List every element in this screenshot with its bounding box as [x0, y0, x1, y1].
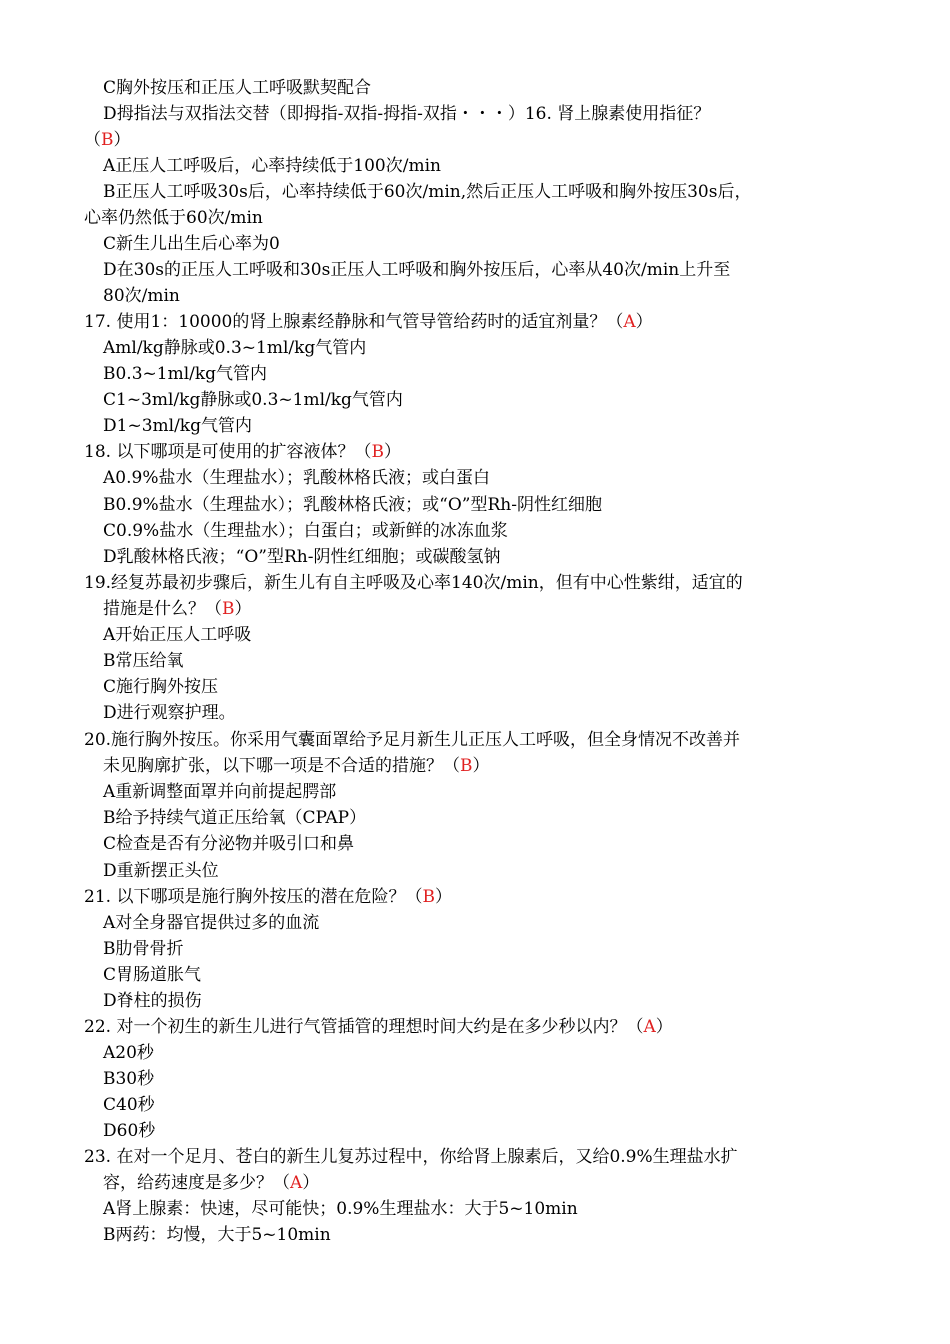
line-text: A肾上腺素：快速，尽可能快；0.9%生理盐水：大于5~10min — [103, 1199, 578, 1219]
text-line — [103, 415, 252, 437]
text-line — [103, 1042, 154, 1064]
text-line — [103, 494, 602, 516]
answer-letter: B — [422, 887, 435, 907]
line-text: A对全身器官提供过多的血流 — [103, 913, 320, 933]
answer-letter: B — [101, 130, 114, 150]
line-text: C检查是否有分泌物并吸引口和鼻 — [103, 834, 355, 854]
answer-letter: B — [222, 599, 235, 619]
line-text: C40秒 — [103, 1095, 155, 1115]
line-text: 措施是什么？（ — [103, 599, 222, 619]
text-line — [103, 938, 184, 960]
line-text: D60秒 — [103, 1121, 156, 1141]
line-text: B肋骨骨折 — [103, 939, 184, 959]
line-text: A0.9%盐水（生理盐水）；乳酸林格氏液；或白蛋白 — [103, 468, 490, 488]
text-line — [103, 990, 202, 1012]
line-text: C新生儿出生后心率为0 — [103, 234, 280, 254]
text-line — [103, 546, 500, 568]
line-text: 23. 在对一个足月、苍白的新生儿复苏过程中，你给肾上腺素后，又给0.9%生理盐水扩 — [84, 1147, 738, 1167]
line-text: B两药：均慢，大于5~10min — [103, 1225, 331, 1245]
line-text: 17. 使用1：10000的肾上腺素经静脉和气管导管给药时的适宜剂量？（ — [84, 312, 624, 332]
line-text: D进行观察护理。 — [103, 703, 236, 723]
line-text: D1~3ml/kg气管内 — [103, 416, 252, 436]
line-text: D脊柱的损伤 — [103, 991, 202, 1011]
text-line — [103, 103, 710, 125]
text-line — [103, 1224, 331, 1246]
line-text: A重新调整面罩并向前提起腭部 — [103, 782, 337, 802]
line-text: 心率仍然低于60次/min — [84, 208, 263, 228]
line-text: C0.9%盐水（生理盐水）；白蛋白；或新鲜的冰冻血浆 — [103, 521, 508, 541]
answer-letter: B — [460, 756, 473, 776]
text-line — [103, 155, 441, 177]
line-text: D在30s的正压人工呼吸和30s正压人工呼吸和胸外按压后，心率从40次/min上升至 — [103, 260, 731, 280]
text-line — [84, 129, 131, 151]
line-text: C1~3ml/kg静脉或0.3~1ml/kg气管内 — [103, 390, 403, 410]
text-line — [103, 676, 218, 698]
text-line — [103, 363, 267, 385]
text-line — [103, 702, 236, 724]
text-line — [103, 1172, 319, 1194]
line-text-after: ） — [234, 599, 252, 619]
text-line — [103, 233, 280, 255]
line-text: 容，给药速度是多少？（ — [103, 1173, 290, 1193]
text-line — [103, 755, 490, 777]
line-text: B0.3~1ml/kg气管内 — [103, 364, 268, 384]
line-text: D重新摆正头位 — [103, 861, 219, 881]
line-text: B30秒 — [103, 1069, 155, 1089]
line-text: 21. 以下哪项是施行胸外按压的潜在危险？（ — [84, 887, 423, 907]
line-text: 18. 以下哪项是可使用的扩容液体？（ — [84, 442, 372, 462]
line-text-after: ） — [635, 312, 653, 332]
text-line — [103, 259, 730, 281]
text-line — [103, 833, 354, 855]
line-text: 未见胸廓扩张，以下哪一项是不合适的措施？（ — [103, 756, 460, 776]
question-line — [84, 729, 740, 751]
line-text: B常压给氧 — [103, 651, 184, 671]
line-text: 80次/min — [103, 286, 180, 306]
text-line — [103, 781, 336, 803]
text-line — [103, 598, 252, 620]
text-line — [103, 520, 508, 542]
line-text: C胃肠道胀气 — [103, 965, 202, 985]
line-text: A开始正压人工呼吸 — [103, 625, 252, 645]
line-text: Aml/kg静脉或0.3~1ml/kg气管内 — [103, 338, 367, 358]
text-line — [103, 1120, 155, 1142]
line-text: （ — [84, 130, 101, 150]
text-line — [84, 207, 263, 229]
line-text-after: ） — [113, 130, 131, 150]
text-line — [103, 77, 371, 99]
question-line — [84, 441, 401, 463]
line-text-after: ） — [472, 756, 490, 776]
line-text-after: ） — [434, 887, 452, 907]
text-line — [103, 337, 366, 359]
line-text: 20.施行胸外按压。你采用气囊面罩给予足月新生儿正压人工呼吸，但全身情况不改善并 — [84, 730, 741, 750]
line-text: 19.经复苏最初步骤后，新生儿有自主呼吸及心率140次/min，但有中心性紫绀，适宜的 — [84, 573, 743, 593]
question-line — [84, 311, 653, 333]
text-line — [103, 807, 366, 829]
question-line — [84, 1016, 673, 1038]
text-line — [103, 1068, 154, 1090]
line-text-after: ） — [655, 1017, 673, 1037]
line-text-after: ） — [302, 1173, 320, 1193]
line-text: D乳酸林格氏液；“O”型Rh-阴性红细胞；或碳酸氢钠 — [103, 547, 501, 567]
text-line — [103, 467, 490, 489]
text-line — [103, 181, 751, 203]
line-text: A正压人工呼吸后，心率持续低于100次/min — [103, 156, 441, 176]
answer-letter: A — [643, 1017, 656, 1037]
answer-letter: A — [623, 312, 636, 332]
question-line — [84, 572, 743, 594]
line-text: D拇指法与双指法交替（即拇指-双指-拇指-双指・・・）16. 肾上腺素使用指征？ — [103, 104, 711, 124]
question-line — [84, 1146, 738, 1168]
line-text: A20秒 — [103, 1043, 154, 1063]
line-text: C施行胸外按压 — [103, 677, 219, 697]
text-line — [103, 912, 319, 934]
text-line — [103, 650, 184, 672]
line-text: C胸外按压和正压人工呼吸默契配合 — [103, 78, 372, 98]
line-text: 22. 对一个初生的新生儿进行气管插管的理想时间大约是在多少秒以内？（ — [84, 1017, 644, 1037]
text-line — [103, 624, 251, 646]
line-text-after: ） — [383, 442, 401, 462]
text-line — [103, 860, 219, 882]
text-line — [103, 964, 201, 986]
answer-letter: A — [290, 1173, 303, 1193]
line-text: B0.9%盐水（生理盐水）；乳酸林格氏液；或“O”型Rh-阴性红细胞 — [103, 495, 602, 515]
question-line — [84, 886, 452, 908]
text-line — [103, 389, 403, 411]
line-text: B正压人工呼吸30s后，心率持续低于60次/min,然后正压人工呼吸和胸外按压30s后， — [103, 182, 752, 202]
text-line — [103, 1198, 578, 1220]
line-text: B给予持续气道正压给氧（CPAP） — [103, 808, 367, 828]
text-line — [103, 285, 180, 307]
text-line — [103, 1094, 155, 1116]
answer-letter: B — [371, 442, 384, 462]
